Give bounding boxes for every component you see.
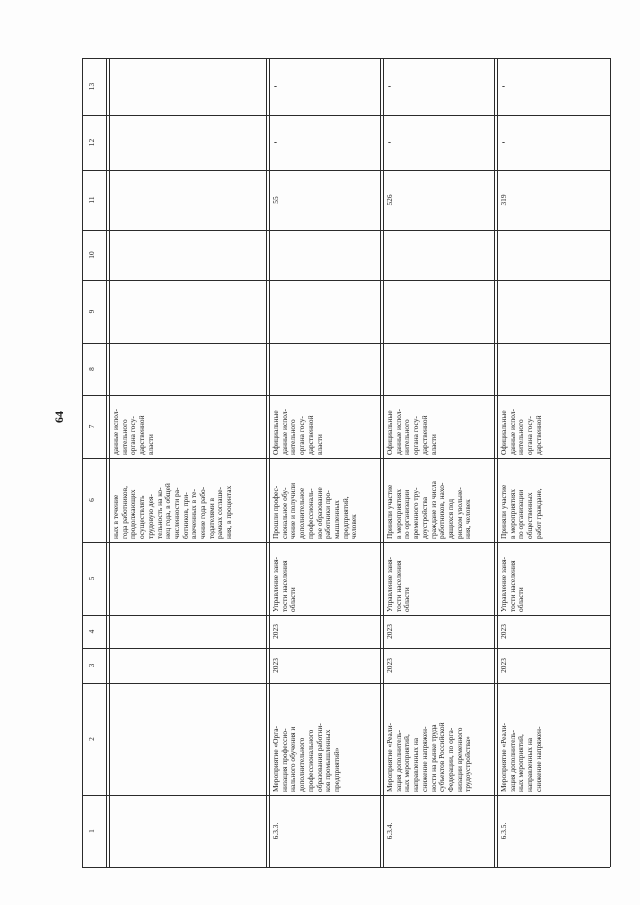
row-name: [270, 683, 380, 795]
row-c12: -: [274, 136, 277, 147]
header-col-1-text: 1: [87, 829, 96, 833]
header-col-8: [86, 343, 106, 395]
header-col-13: [86, 58, 106, 115]
grid-line: [82, 115, 610, 116]
row-number: [498, 795, 610, 867]
grid-line: [82, 343, 610, 344]
row-c11-text: 319: [499, 194, 508, 206]
row-start-text: 2023: [385, 658, 394, 673]
row-end-text: 2023: [499, 624, 508, 639]
header-col-9: [86, 280, 106, 343]
row-number-text: 6.3.4.: [385, 822, 394, 840]
row-name-text: Мероприятие «Орга- низация профессио- нального обучения и дополнительного профессионального образования работни- ков промышленных предприятий»: [271, 723, 341, 792]
header-col-12-text: 12: [87, 138, 96, 147]
row-result: [498, 458, 610, 542]
row-end: [270, 615, 380, 648]
header-col-2-text: 2: [87, 737, 96, 741]
row-source-text: Официальные данные испол- нительного органа госу- дарственной: [499, 409, 543, 455]
grid-line: [82, 58, 610, 59]
grid-line: [610, 58, 611, 867]
header-col-10-text: 10: [87, 251, 96, 259]
row-c13: -: [502, 80, 505, 91]
header-col-5: [86, 542, 106, 615]
row-start: [270, 648, 380, 683]
row-result-text: ных в течение года работников, продолжающих осуществлять трудовую дея- тельность на ко- нец года, в общей численности ра- ботников, при- влеченных в те- чение года рабо- тодателями в рамках соглаше- ния, в процентах: [111, 483, 234, 539]
row-start-text: 2023: [499, 658, 508, 673]
header-col-10: [86, 230, 106, 280]
row-c12: -: [502, 136, 505, 147]
row-source-text: данные испол- нительного органа госу- дарственной власти: [111, 409, 155, 455]
row-executor-text: Управление заня- тости населения области: [499, 557, 526, 612]
header-col-6: [86, 458, 106, 542]
row-source: [498, 395, 610, 458]
header-col-3-text: 3: [87, 663, 96, 668]
header-col-7-text: 7: [87, 424, 96, 429]
row-start: [384, 648, 494, 683]
row-source-text: Официальные данные испол- нительного органа госу- дарственной власти: [271, 409, 324, 455]
header-col-1: [86, 795, 106, 867]
row-end: [384, 615, 494, 648]
row-end: [498, 615, 610, 648]
row-name-text: Мероприятие «Реали- зация дополнитель- ных мероприятий, направленных на снижение напряжен-: [499, 723, 543, 792]
grid-line: [82, 58, 83, 867]
header-col-5-text: 5: [87, 576, 96, 581]
row-number: [384, 795, 494, 867]
row-executor: [384, 542, 494, 615]
header-col-6-text: 6: [87, 498, 96, 502]
header-col-8-text: 8: [87, 367, 96, 371]
row-result: [270, 458, 380, 542]
header-col-3: [86, 648, 106, 683]
row-end-text: 2023: [385, 624, 394, 639]
row-result-text: Прошли профес- сиональное обу- чение и получили дополнительное профессиональ- ное образование работники про- мышленных предприятий, человек: [271, 482, 359, 539]
row-source: [110, 395, 266, 458]
row-c11: [498, 170, 610, 230]
row-source: [270, 395, 380, 458]
row-executor-text: Управление заня- тости населения области: [385, 557, 412, 612]
header-col-4-text: 4: [87, 629, 96, 634]
header-col-2: [86, 683, 106, 795]
row-result-text: Приняли участие в мероприятиях по организации общественных работ граждане,: [499, 484, 543, 539]
header-col-9-text: 9: [87, 309, 96, 314]
grid-line: [82, 867, 610, 868]
header-col-11-text: 11: [87, 196, 96, 204]
row-start-text: 2023: [271, 658, 280, 673]
header-col-4: [86, 615, 106, 648]
row-c11-text: 55: [271, 196, 280, 204]
row-result-text: Приняли участие в мероприятиях по организации временного тру- доустройства граждане из числа работников, нахо- дящихся под риском увольне- ния, человек: [385, 481, 473, 539]
row-c11: [384, 170, 494, 230]
row-result: [384, 458, 494, 542]
row-end-text: 2023: [271, 624, 280, 639]
row-number: [270, 795, 380, 867]
row-c12: -: [388, 136, 391, 147]
row-c11: [270, 170, 380, 230]
row-executor: [270, 542, 380, 615]
row-c11-text: 526: [385, 194, 394, 206]
row-result: [110, 458, 266, 542]
grid-line: [494, 58, 495, 867]
row-c13: -: [388, 80, 391, 91]
header-col-12: [86, 115, 106, 170]
grid-line: [82, 280, 610, 281]
page-number: 64: [52, 411, 66, 423]
grid-line: [106, 58, 107, 867]
row-executor-text: Управление заня- тости населения области: [271, 557, 298, 612]
row-name: [384, 683, 494, 795]
row-c13: -: [274, 80, 277, 91]
row-number-text: 6.3.3.: [271, 822, 280, 840]
header-col-11: [86, 170, 106, 230]
row-number-text: 6.3.5.: [499, 822, 508, 840]
grid-line: [82, 230, 610, 231]
row-name: [498, 683, 610, 795]
header-col-13-text: 13: [87, 82, 96, 91]
header-col-7: [86, 395, 106, 458]
row-source-text: Официальные данные испол- нительного органа госу- дарственной власти: [385, 409, 438, 455]
row-name-text: Мероприятие «Реали- зация дополнитель- ных мероприятий, направленных на снижение напряжен- ности на рынке труда субъектов Российской Федерации, по орга- низации временного трудоустройства»: [385, 722, 473, 792]
row-start: [498, 648, 610, 683]
grid-line: [380, 58, 381, 867]
grid-line: [266, 58, 267, 867]
row-executor: [498, 542, 610, 615]
row-source: [384, 395, 494, 458]
